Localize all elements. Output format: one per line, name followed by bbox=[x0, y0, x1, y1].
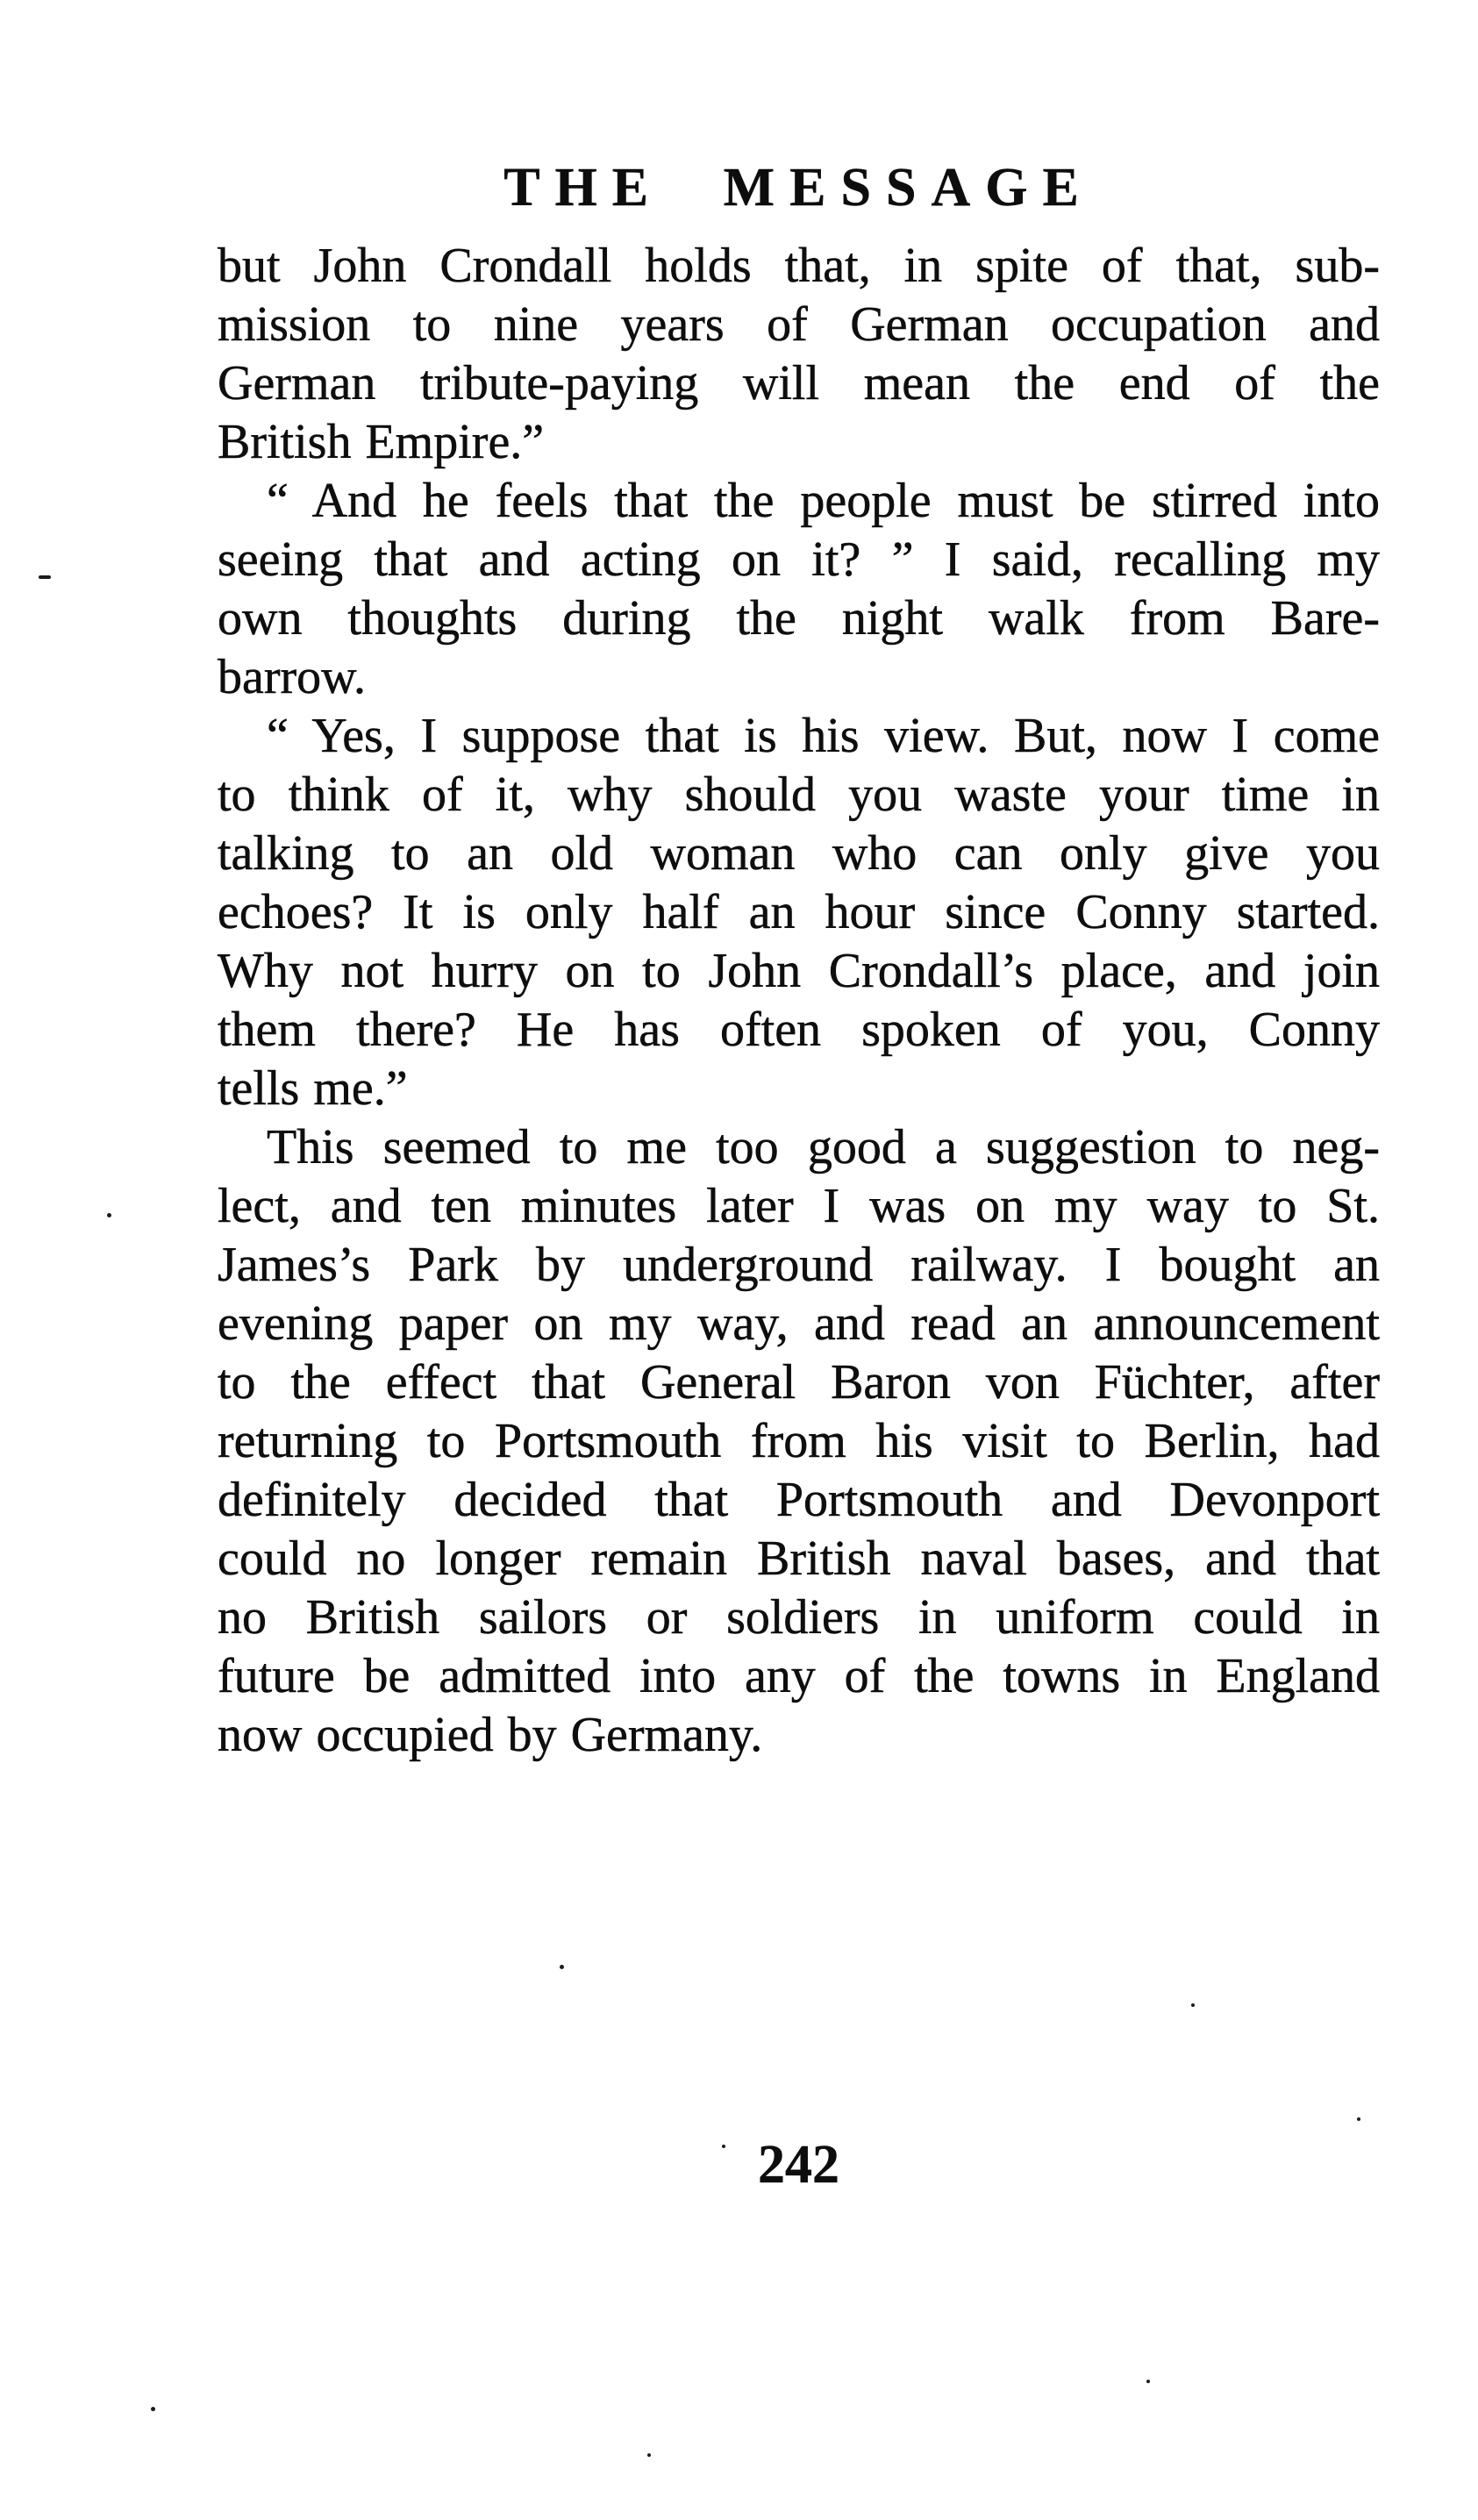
text-line: now occupied by Germany. bbox=[218, 1708, 763, 1762]
paragraph bbox=[218, 707, 1380, 1118]
text-line: no British sailors or soldiers in uniform could in bbox=[218, 1590, 1380, 1645]
text-line: to think of it, why should you waste your time in bbox=[218, 767, 1380, 822]
scan-speck bbox=[647, 2453, 651, 2457]
text-line: own thoughts during the night walk from Bare- bbox=[218, 591, 1380, 646]
scan-speck bbox=[1146, 2380, 1150, 2383]
scan-speck bbox=[560, 1965, 564, 1969]
text-line: could no longer remain British naval bases, and that bbox=[218, 1531, 1380, 1586]
text-line: seeing that and acting on it? ” I said, recalling my bbox=[218, 532, 1380, 587]
text-line: to the effect that General Baron von Füchter, after bbox=[218, 1355, 1380, 1410]
paragraph bbox=[218, 1118, 1380, 1765]
text-line: German tribute-paying will mean the end of the bbox=[218, 356, 1380, 410]
text-line: mission to nine years of German occupation and bbox=[218, 297, 1380, 352]
scan-speck bbox=[39, 575, 51, 579]
page-body bbox=[218, 237, 1380, 1765]
text-line: British Empire.” bbox=[218, 415, 545, 469]
text-line: definitely decided that Portsmouth and Devonport bbox=[218, 1473, 1380, 1527]
text-line: future be admitted into any of the towns in England bbox=[218, 1649, 1380, 1703]
text-line: lect, and ten minutes later I was on my way to St. bbox=[218, 1179, 1380, 1233]
text-line: “ Yes, I suppose that is his view. But, now I come bbox=[267, 709, 1380, 763]
text-line: them there? He has often spoken of you, Conny bbox=[218, 1003, 1380, 1057]
text-line: This seemed to me too good a suggestion to neg- bbox=[267, 1120, 1380, 1174]
paragraph bbox=[218, 472, 1380, 707]
text-line: “ And he feels that the people must be stirred into bbox=[267, 474, 1380, 528]
text-line: barrow. bbox=[218, 650, 366, 704]
scan-speck bbox=[1191, 2003, 1195, 2007]
scan-speck bbox=[1357, 2117, 1360, 2121]
text-line: echoes? It is only half an hour since Conny started. bbox=[218, 885, 1380, 939]
text-line: talking to an old woman who can only give you bbox=[218, 826, 1380, 881]
text-line: but John Crondall holds that, in spite of that, sub- bbox=[218, 239, 1380, 293]
text-line: evening paper on my way, and read an announcement bbox=[218, 1296, 1380, 1351]
scan-speck bbox=[151, 2407, 155, 2411]
text-line: James’s Park by underground railway. I bought an bbox=[218, 1238, 1380, 1292]
scan-speck bbox=[107, 1213, 111, 1217]
page-title: THE MESSAGE bbox=[503, 158, 1094, 218]
paragraph bbox=[218, 237, 1380, 472]
scan-speck bbox=[722, 2145, 725, 2148]
text-line: tells me.” bbox=[218, 1061, 408, 1116]
text-line: returning to Portsmouth from his visit to Berlin, had bbox=[218, 1414, 1380, 1468]
text-line: Why not hurry on to John Crondall’s place, and join bbox=[218, 944, 1380, 998]
page-number: 242 bbox=[758, 2135, 839, 2195]
